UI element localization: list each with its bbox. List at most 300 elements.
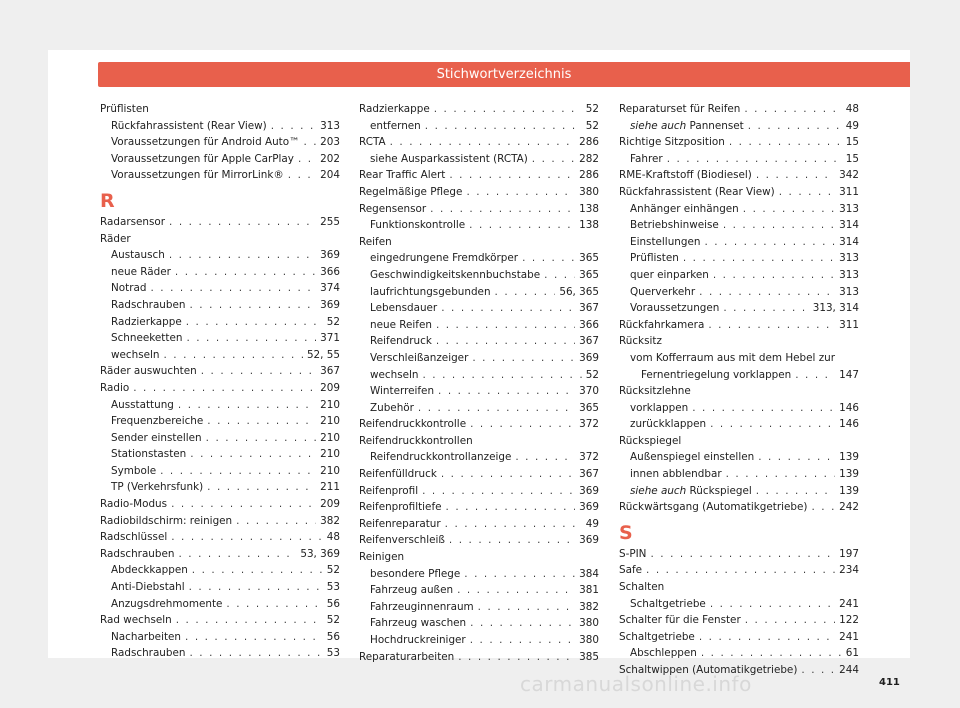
entry-label: Räder auswuchten [100, 365, 197, 378]
dot-leader [466, 184, 575, 201]
index-subentry [619, 284, 859, 301]
entry-label: Nacharbeiten [111, 630, 182, 643]
index-entry [359, 201, 599, 218]
dot-leader [699, 284, 835, 301]
index-entry [100, 101, 340, 118]
entry-label: Ausstattung [111, 398, 174, 411]
dot-leader [171, 529, 323, 546]
dot-leader [236, 513, 316, 530]
entry-label: Voraussetzungen [630, 302, 720, 315]
entry-page: 204 [320, 169, 340, 182]
dot-leader [178, 397, 316, 414]
dot-leader [464, 566, 575, 583]
dot-leader [723, 300, 808, 317]
entry-page: 370 [579, 385, 599, 398]
dot-leader [470, 632, 575, 649]
entry-page: 369 [320, 249, 340, 262]
index-entry [359, 433, 599, 450]
index-subentry [619, 367, 859, 384]
section-letter: R [100, 189, 115, 212]
index-subentry [100, 629, 340, 646]
entry-label: Prüflisten [630, 252, 679, 265]
entry-label: Reifen [359, 235, 392, 248]
index-subentry [100, 297, 340, 314]
page-number: 411 [879, 677, 900, 688]
index-subentry [359, 217, 599, 234]
entry-page: 146 [839, 401, 859, 414]
entry-label: Betriebshinweise [630, 219, 719, 232]
dot-leader [445, 516, 582, 533]
dot-leader [469, 217, 575, 234]
index-subentry [100, 167, 340, 184]
entry-page: 369 [579, 501, 599, 514]
entry-label: Regensensor [359, 202, 427, 215]
index-subentry [619, 234, 859, 251]
dot-leader [160, 463, 316, 480]
dot-leader [133, 380, 316, 397]
dot-leader [186, 330, 316, 347]
dot-leader [683, 250, 835, 267]
index-subentry [359, 383, 599, 400]
dot-leader [532, 151, 575, 168]
entry-label: Rückfahrkamera [619, 318, 705, 331]
entry-page: 48 [326, 531, 340, 544]
entry-page: 48 [845, 103, 859, 115]
entry-label: neue Räder [111, 265, 171, 278]
index-subentry [100, 562, 340, 579]
entry-page: 369 [579, 351, 599, 364]
index-subentry [359, 317, 599, 334]
entry-label: Voraussetzungen für Android Auto™ [111, 136, 300, 149]
dot-leader [186, 314, 323, 331]
entry-page: 314 [839, 219, 859, 232]
see-also-label: siehe auch [630, 484, 687, 497]
index-entry [100, 529, 340, 546]
entry-page: 52 [585, 119, 599, 132]
entry-page: 365 [579, 268, 599, 281]
entry-page: 234 [839, 564, 859, 577]
index-entry [359, 516, 599, 533]
dot-leader [478, 599, 575, 616]
dot-leader [449, 532, 575, 549]
index-entry [619, 317, 859, 334]
entry-page: 146 [839, 418, 859, 431]
dot-leader [667, 151, 842, 168]
index-subentry [100, 645, 340, 662]
entry-page: 56, 365 [559, 285, 599, 298]
entry-page: 313 [839, 252, 859, 265]
index-subentry [619, 118, 859, 135]
dot-leader [779, 184, 835, 201]
entry-page: 313, 314 [812, 302, 859, 315]
entry-page: 49 [845, 119, 859, 132]
index-subentry [359, 400, 599, 417]
entry-label: Rear Traffic Alert [359, 169, 446, 182]
index-entry [619, 333, 859, 350]
entry-page: 15 [845, 152, 859, 165]
dot-leader [710, 596, 835, 613]
dot-leader [710, 416, 835, 433]
index-subentry [619, 483, 859, 500]
entry-label: neue Reifen [370, 318, 432, 331]
index-subentry [100, 479, 340, 496]
entry-page: 56 [326, 597, 340, 610]
entry-label: Rad wechseln [100, 614, 172, 627]
entry-label: Räder [100, 232, 131, 245]
dot-leader [185, 629, 323, 646]
dot-leader [390, 134, 576, 151]
entry-label: Radiobildschirm: reinigen [100, 514, 233, 527]
entry-label: Reifendruckkontrollen [359, 434, 473, 447]
entry-label: Reifendruckkontrolle [359, 418, 467, 431]
entry-page: 56 [326, 630, 340, 643]
index-subentry [619, 250, 859, 267]
dot-leader [515, 449, 575, 466]
entry-page: 367 [579, 302, 599, 315]
entry-page: 242 [839, 501, 859, 514]
entry-page: 380 [579, 634, 599, 646]
dot-leader [701, 645, 842, 662]
index-subentry [359, 350, 599, 367]
index-entry [359, 167, 599, 184]
entry-label: Safe [619, 564, 643, 577]
dot-leader [470, 615, 575, 632]
entry-label: entfernen [370, 119, 421, 132]
dot-leader [699, 629, 835, 646]
entry-text: Pannenset [689, 119, 744, 132]
dot-leader [744, 101, 841, 118]
entry-label: Geschwindigkeitskennbuchstabe [370, 268, 541, 281]
dot-leader [226, 596, 322, 613]
index-subentry [359, 615, 599, 632]
index-column-3 [619, 101, 859, 679]
index-entry [359, 234, 599, 251]
dot-leader [171, 496, 316, 513]
entry-page: 372 [579, 451, 599, 464]
entry-label [630, 483, 752, 500]
index-subentry [619, 416, 859, 433]
entry-label: Funktionskontrolle [370, 219, 466, 232]
entry-label: Winterreifen [370, 385, 435, 398]
dot-leader [176, 612, 323, 629]
entry-page: 365 [579, 401, 599, 414]
index-subentry [359, 599, 599, 616]
entry-page: 53, 369 [300, 547, 340, 560]
entry-label: Symbole [111, 464, 157, 477]
dot-leader [801, 662, 835, 679]
entry-label: Radschlüssel [100, 531, 168, 544]
index-entry [100, 546, 340, 563]
section-title: Stichwortverzeichnis [436, 67, 572, 82]
dot-leader [150, 280, 316, 297]
entry-label: Richtige Sitzposition [619, 136, 725, 149]
index-entry [359, 532, 599, 549]
dot-leader [472, 350, 575, 367]
entry-label: Reifenreparatur [359, 517, 441, 530]
entry-label: Radio [100, 381, 130, 394]
dot-leader [207, 413, 316, 430]
entry-label: Fahrzeug außen [370, 584, 454, 597]
dot-leader [795, 367, 835, 384]
entry-page: 52, 55 [306, 348, 340, 361]
watermark: carmanualsonline.info [520, 672, 752, 696]
index-entry [619, 499, 859, 516]
entry-page: 49 [585, 517, 599, 530]
index-subentry [619, 466, 859, 483]
entry-page: 311 [839, 318, 859, 331]
entry-label: Schalter für die Fenster [619, 614, 741, 627]
entry-page: 139 [839, 468, 859, 481]
index-subentry [100, 596, 340, 613]
index-subentry [619, 645, 859, 662]
dot-leader [743, 201, 835, 218]
entry-label: Abdeckkappen [111, 564, 188, 577]
entry-label: Anhänger einhängen [630, 202, 739, 215]
entry-page: 366 [579, 318, 599, 331]
entry-label: Reifenprofil [359, 484, 419, 497]
entry-page: 385 [579, 650, 599, 663]
entry-page: 53 [326, 581, 340, 594]
index-entry [359, 184, 599, 201]
index-subentry [100, 446, 340, 463]
index-subentry [619, 267, 859, 284]
entry-label: Reifenprofiltiefe [359, 501, 442, 514]
dot-leader [449, 167, 575, 184]
entry-page: 210 [320, 415, 340, 428]
entry-page: 371 [320, 332, 340, 345]
entry-label: Sender einstellen [111, 431, 202, 444]
dot-leader [745, 612, 835, 629]
index-subentry [100, 347, 340, 364]
index-entry [619, 579, 859, 596]
entry-page: 138 [579, 219, 599, 232]
entry-label: Radzierkappe [111, 315, 182, 328]
entry-label: S-PIN [619, 547, 647, 560]
entry-label: Stationstasten [111, 448, 187, 461]
entry-label: Reifendruckkontrollanzeige [370, 451, 512, 464]
index-entry [100, 612, 340, 629]
entry-label: Rückspiegel [619, 434, 682, 447]
dot-leader [457, 582, 575, 599]
entry-page: 374 [320, 282, 340, 295]
dot-leader [441, 300, 575, 317]
dot-leader [189, 579, 323, 596]
entry-label: Querverkehr [630, 285, 696, 298]
index-entry [359, 649, 599, 666]
index-entry [359, 483, 599, 500]
index-page [48, 50, 910, 676]
entry-page: 313 [839, 285, 859, 298]
dot-leader [446, 499, 576, 516]
entry-page: 241 [839, 597, 859, 610]
index-subentry [100, 280, 340, 297]
entry-label: vorklappen [630, 401, 689, 414]
dot-leader [422, 483, 575, 500]
entry-page: 342 [839, 169, 859, 182]
dot-leader [169, 214, 316, 231]
entry-page: 384 [579, 567, 599, 580]
entry-page: 53 [326, 647, 340, 660]
entry-label: Außenspiegel einstellen [630, 451, 755, 464]
dot-leader [178, 546, 296, 563]
entry-label: Rücksitzlehne [619, 385, 691, 398]
dot-leader [189, 297, 316, 314]
entry-label [630, 118, 744, 135]
entry-label: eingedrungene Fremdkörper [370, 252, 519, 265]
entry-label: Radschrauben [111, 647, 186, 660]
entry-page: 382 [320, 514, 340, 527]
index-entry [619, 184, 859, 201]
entry-label: besondere Pflege [370, 567, 461, 580]
index-entry [100, 513, 340, 530]
entry-page: 314 [839, 235, 859, 248]
entry-page: 202 [320, 152, 340, 165]
dot-leader [189, 645, 322, 662]
entry-page: 203 [320, 136, 340, 149]
dot-leader [748, 118, 842, 135]
index-entry [359, 549, 599, 566]
entry-page: 313 [839, 202, 859, 215]
entry-page: 286 [579, 136, 599, 149]
entry-page: 380 [579, 617, 599, 630]
dot-leader [436, 317, 575, 334]
index-subentry [100, 430, 340, 447]
entry-label: Reparaturset für Reifen [619, 103, 741, 115]
entry-page: 15 [845, 136, 859, 149]
dot-leader [175, 264, 316, 281]
entry-page: 52 [326, 564, 340, 577]
index-subentry [359, 632, 599, 649]
entry-label: Radzierkappe [359, 103, 430, 115]
entry-page: 372 [579, 418, 599, 431]
entry-page: 209 [320, 381, 340, 394]
index-entry [359, 134, 599, 151]
index-subentry [619, 151, 859, 168]
dot-leader [418, 400, 575, 417]
entry-label: siehe Ausparkassistent (RCTA) [370, 152, 528, 165]
index-entry [619, 629, 859, 646]
index-entry [359, 499, 599, 516]
index-subentry [359, 449, 599, 466]
entry-label: Schaltgetriebe [630, 597, 706, 610]
index-subentry [359, 566, 599, 583]
entry-page: 147 [839, 368, 859, 381]
index-entry [359, 101, 599, 118]
index-entry [100, 496, 340, 513]
index-entry [619, 101, 859, 118]
index-subentry [359, 582, 599, 599]
entry-label: Voraussetzungen für MirrorLink® [111, 169, 284, 182]
entry-label: Schaltwippen (Automatikgetriebe) [619, 664, 798, 676]
index-subentry [619, 596, 859, 613]
entry-label: Anti-Diebstahl [111, 581, 185, 594]
index-column-2 [359, 101, 599, 665]
entry-label: Fahrer [630, 152, 663, 165]
entry-label: Schaltgetriebe [619, 630, 695, 643]
dot-leader [201, 363, 316, 380]
entry-page: 282 [579, 152, 599, 165]
index-entry [619, 433, 859, 450]
index-subentry [359, 267, 599, 284]
entry-label: wechseln [370, 368, 419, 381]
dot-leader [522, 250, 575, 267]
index-subentry [100, 134, 340, 151]
entry-label: Schneeketten [111, 332, 183, 345]
entry-label: quer einparken [630, 268, 709, 281]
entry-label: Anzugsdrehmomente [111, 597, 223, 610]
dot-leader [271, 118, 316, 135]
entry-page: 369 [579, 534, 599, 547]
dot-leader [470, 416, 575, 433]
index-subentry [100, 463, 340, 480]
index-entry [100, 380, 340, 397]
entry-label: Fahrzeug waschen [370, 617, 467, 630]
entry-label: zurückklappen [630, 418, 707, 431]
index-subentry [619, 217, 859, 234]
entry-label: Reparaturarbeiten [359, 650, 455, 663]
entry-page: 241 [839, 630, 859, 643]
entry-page: 210 [320, 448, 340, 461]
entry-page: 367 [579, 335, 599, 348]
entry-label: Austausch [111, 249, 165, 262]
dot-leader [544, 267, 575, 284]
index-subentry [100, 264, 340, 281]
entry-label: Rückfahrassistent (Rear View) [619, 185, 775, 198]
entry-page: 381 [579, 584, 599, 597]
dot-leader [425, 118, 582, 135]
entry-page: 365 [579, 252, 599, 265]
index-entry [100, 231, 340, 248]
index-subentry [100, 579, 340, 596]
entry-label: Verschleißanzeiger [370, 351, 469, 364]
entry-page: 52 [585, 368, 599, 381]
dot-leader [495, 284, 556, 301]
dot-leader [163, 347, 302, 364]
index-subentry [100, 247, 340, 264]
entry-page: 311 [839, 185, 859, 198]
entry-label: Radschrauben [100, 547, 175, 560]
index-subentry [100, 151, 340, 168]
dot-leader [758, 449, 835, 466]
entry-page: 210 [320, 398, 340, 411]
entry-label: Radarsensor [100, 215, 166, 228]
index-subentry [100, 118, 340, 135]
entry-label: Reinigen [359, 551, 405, 564]
dot-leader [723, 217, 835, 234]
dot-leader [646, 562, 835, 579]
entry-label: Rücksitz [619, 335, 662, 348]
dot-leader [207, 479, 316, 496]
entry-label: Voraussetzungen für Apple CarPlay [111, 152, 294, 165]
entry-label: Abschleppen [630, 647, 697, 660]
entry-label: TP (Verkehrsfunk) [111, 481, 204, 494]
index-entry [619, 562, 859, 579]
index-entry [359, 416, 599, 433]
dot-leader [192, 562, 323, 579]
index-column-1 [100, 101, 340, 662]
entry-page: 210 [320, 431, 340, 444]
dot-leader [438, 383, 575, 400]
entry-label: Lebensdauer [370, 302, 438, 315]
dot-leader [650, 546, 835, 563]
entry-label: RME-Kraftstoff (Biodiesel) [619, 169, 752, 182]
dot-leader [298, 151, 316, 168]
entry-page: 380 [579, 185, 599, 198]
entry-page: 139 [839, 484, 859, 497]
entry-page: 286 [579, 169, 599, 182]
entry-label: Fahrzeuginnenraum [370, 600, 474, 613]
entry-label: innen abblendbar [630, 468, 722, 481]
